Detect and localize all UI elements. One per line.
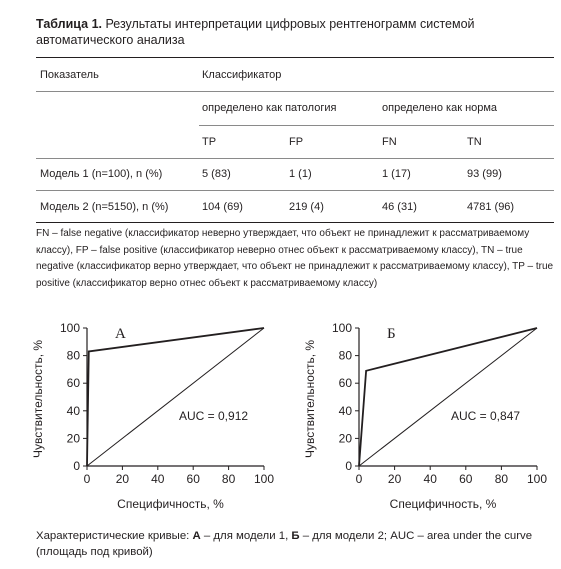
header-group-pathology: определено как патология — [202, 102, 337, 114]
table-caption-text: Результаты интерпретации цифровых рентгенограмм системой автоматического анализа — [36, 17, 475, 47]
chart-1-x-tick-label: 100 — [253, 472, 275, 486]
chart-1-panel-label: А — [115, 326, 126, 342]
row-2-tn: 4781 (96) — [467, 201, 515, 213]
row-2-fn: 46 (31) — [382, 201, 417, 213]
row-2-tp: 104 (69) — [202, 201, 243, 213]
table-caption-prefix: Таблица 1. — [36, 17, 102, 31]
chart-2-x-tick-label: 20 — [387, 472, 402, 486]
chart-1-x-tick-label: 40 — [151, 472, 165, 486]
chart-1-y-tick-label: 20 — [66, 431, 80, 446]
figure-caption-text-2: – для модели 1, — [200, 530, 292, 542]
row-1-label: Модель 1 (n=100), n (%) — [40, 168, 163, 180]
row-2-fp: 219 (4) — [289, 201, 324, 213]
chart-1-y-tick-label: 40 — [66, 403, 80, 418]
chart-2-y-tick-label: 20 — [338, 431, 352, 446]
header-indicator: Показатель — [40, 69, 99, 81]
chart-1-y-tick-label: 100 — [59, 321, 80, 335]
chart-2-panel-label: Б — [387, 326, 396, 342]
header-fp: FP — [289, 136, 304, 148]
chart-1-x-tick-label: 0 — [83, 472, 91, 486]
row-1-fp: 1 (1) — [289, 168, 312, 180]
chart-1-x-axis-title: Специфичность, % — [117, 497, 224, 511]
header-fn: FN — [382, 136, 397, 148]
header-group-normal: определено как норма — [382, 102, 498, 114]
chart-1 — [31, 321, 274, 511]
figure-caption-b-label: Б — [291, 530, 300, 542]
chart-2-x-tick-label: 40 — [423, 472, 437, 486]
chart-2-y-axis-title: Чувствительность, % — [303, 339, 317, 459]
chart-2-y-tick-label: 100 — [331, 321, 352, 335]
chart-2-x-tick-label: 100 — [526, 472, 548, 486]
chart-1-auc-label: AUC = 0,912 — [179, 409, 249, 423]
chart-1-y-tick-label: 0 — [73, 459, 80, 473]
chart-2-y-tick-label: 40 — [338, 403, 352, 418]
chart-1-x-tick-label: 80 — [221, 472, 236, 486]
chart-2-x-axis-title: Специфичность, % — [389, 497, 497, 511]
row-1-tp: 5 (83) — [202, 168, 231, 180]
figure-caption — [36, 528, 556, 560]
chart-1-x-tick-label: 20 — [115, 472, 130, 486]
header-classifier: Классификатор — [202, 69, 282, 81]
chart-2-reference-line — [359, 328, 537, 466]
chart-2-x-tick-label: 0 — [355, 472, 363, 486]
header-tp: TP — [202, 136, 217, 148]
chart-2-x-tick-label: 60 — [459, 472, 473, 486]
chart-2-y-tick-label: 0 — [345, 459, 352, 473]
figure-caption-text-1: Характеристические кривые: — [36, 530, 193, 542]
chart-2 — [303, 321, 547, 511]
row-2-label: Модель 2 (n=5150), n (%) — [40, 201, 169, 213]
figure-caption-a-label: А — [192, 530, 201, 542]
row-1-tn: 93 (99) — [467, 168, 502, 180]
chart-1-y-axis-title: Чувствительность, % — [31, 339, 45, 459]
chart-2-auc-label: AUC = 0,847 — [451, 409, 521, 423]
chart-1-y-tick-label: 80 — [66, 348, 80, 363]
chart-2-y-tick-label: 80 — [338, 348, 352, 363]
chart-2-y-tick-label: 60 — [338, 376, 352, 391]
chart-1-y-tick-label: 60 — [66, 376, 80, 391]
chart-2-x-tick-label: 80 — [494, 472, 509, 486]
table-footnote: FN – false negative (классификатор неверно утверждает, что объект не принадлежит к рассматриваемому классу), FP – false positive (классификатор неверно отнес объект к рассматриваемому классу), TN – true negative (классификатор верно утверждает, что объект не принадлежит к рассматриваемому классу), TP – true positive (классификатор верно отнес объект к рассматриваемому классу) — [36, 228, 554, 289]
chart-1-x-tick-label: 60 — [186, 472, 200, 486]
header-tn: TN — [467, 136, 482, 148]
row-1-fn: 1 (17) — [382, 168, 411, 180]
figure-caption-text-3: – для модели 2; AUC – area under the curve (площадь под кривой) — [36, 530, 533, 558]
